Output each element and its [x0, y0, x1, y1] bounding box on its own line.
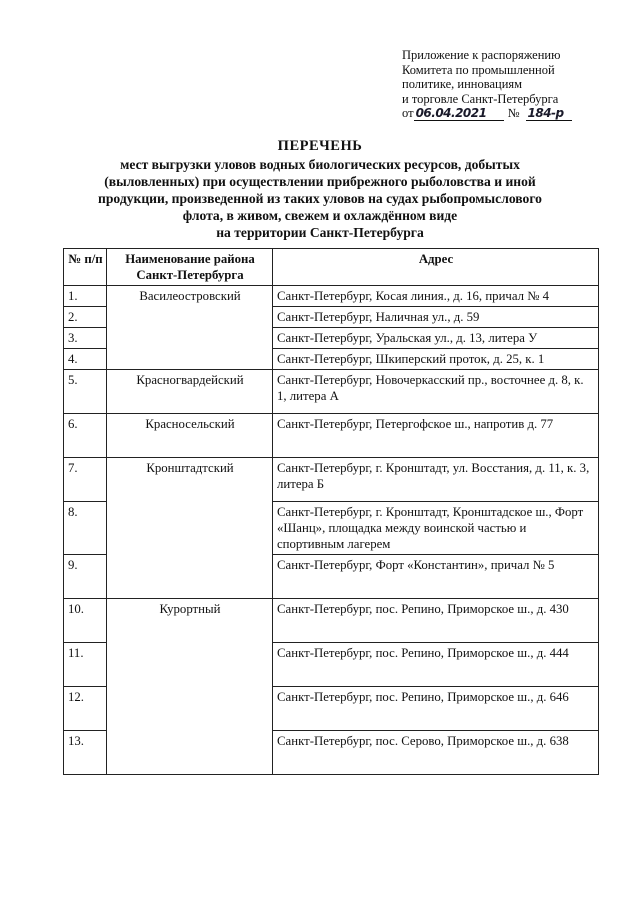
row-address: Санкт-Петербург, пос. Репино, Приморское ш., д. 444: [273, 643, 599, 687]
title-line-5: на территории Санкт-Петербурга: [216, 225, 424, 240]
row-num: 6.: [64, 414, 107, 458]
row-address: Санкт-Петербург, Косая линия., д. 16, причал № 4: [273, 286, 599, 307]
title-line-4: флота, в живом, свежем и охлаждённом виде: [182, 208, 458, 223]
row-district: Красногвардейский: [107, 370, 273, 414]
header-num: № п/п: [64, 249, 107, 286]
order-date-number: [402, 106, 632, 121]
row-address: Санкт-Петербург, г. Кронштадт, Кронштадское ш., Форт «Шанц», площадка между воинской частью и спортивным лагерем: [273, 502, 599, 555]
row-district: Красносельский: [107, 414, 273, 458]
locations-table: [63, 248, 599, 775]
row-num: 11.: [64, 643, 107, 687]
row-address: Санкт-Петербург, Новочеркасский пр., восточнее д. 8, к. 1, литера А: [273, 370, 599, 414]
row-num: 8.: [64, 502, 107, 555]
row-address: Санкт-Петербург, пос. Серово, Приморское ш., д. 638: [273, 731, 599, 775]
table-row: [64, 599, 599, 643]
document-title: [60, 138, 580, 241]
from-label: от: [402, 106, 414, 120]
row-address: Санкт-Петербург, Петергофское ш., напротив д. 77: [273, 414, 599, 458]
row-address: Санкт-Петербург, Уральская ул., д. 13, литера У: [273, 328, 599, 349]
appendix-line-2: Комитета по промышленной: [402, 62, 555, 77]
appendix-line-4: и торговле Санкт-Петербурга: [402, 91, 559, 106]
title-line-2: (выловленных) при осуществлении прибрежного рыболовства и иной: [104, 174, 536, 189]
row-num: 3.: [64, 328, 107, 349]
table-row: [64, 286, 599, 307]
title-main: ПЕРЕЧЕНЬ: [277, 138, 363, 154]
handwritten-date: 06.04.2021: [414, 107, 504, 121]
row-num: 2.: [64, 307, 107, 328]
row-num: 5.: [64, 370, 107, 414]
title-line-3: продукции, произведенной из таких уловов на судах рыбопромыслового: [98, 191, 542, 206]
header-address: Адрес: [273, 249, 599, 286]
appendix-line-3: политике, инновациям: [402, 77, 523, 91]
row-num: 12.: [64, 687, 107, 731]
row-num: 10.: [64, 599, 107, 643]
row-num: 7.: [64, 458, 107, 502]
row-num: 4.: [64, 349, 107, 370]
number-label: №: [507, 106, 520, 120]
row-district: Кронштадтский: [107, 458, 273, 599]
appendix-header: [402, 48, 632, 121]
row-num: 13.: [64, 731, 107, 775]
row-district: Василеостровский: [107, 286, 273, 370]
row-address: Санкт-Петербург, г. Кронштадт, ул. Восстания, д. 11, к. 3, литера Б: [273, 458, 599, 502]
row-address: Санкт-Петербург, Форт «Константин», причал № 5: [273, 555, 599, 599]
row-address: Санкт-Петербург, пос. Репино, Приморское ш., д. 430: [273, 599, 599, 643]
handwritten-number: 184-р: [526, 107, 572, 121]
header-district: Наименование района Санкт-Петербурга: [107, 249, 273, 286]
title-line-1: мест выгрузки уловов водных биологических ресурсов, добытых: [120, 157, 520, 172]
table-row: [64, 458, 599, 502]
row-district: Курортный: [107, 599, 273, 775]
row-address: Санкт-Петербург, пос. Репино, Приморское ш., д. 646: [273, 687, 599, 731]
row-num: 1.: [64, 286, 107, 307]
table-row: [64, 370, 599, 414]
row-num: 9.: [64, 555, 107, 599]
table-header-row: [64, 249, 599, 286]
row-address: Санкт-Петербург, Шкиперский проток, д. 25, к. 1: [273, 349, 599, 370]
table-row: [64, 414, 599, 458]
appendix-line-1: Приложение к распоряжению: [402, 48, 561, 62]
row-address: Санкт-Петербург, Наличная ул., д. 59: [273, 307, 599, 328]
